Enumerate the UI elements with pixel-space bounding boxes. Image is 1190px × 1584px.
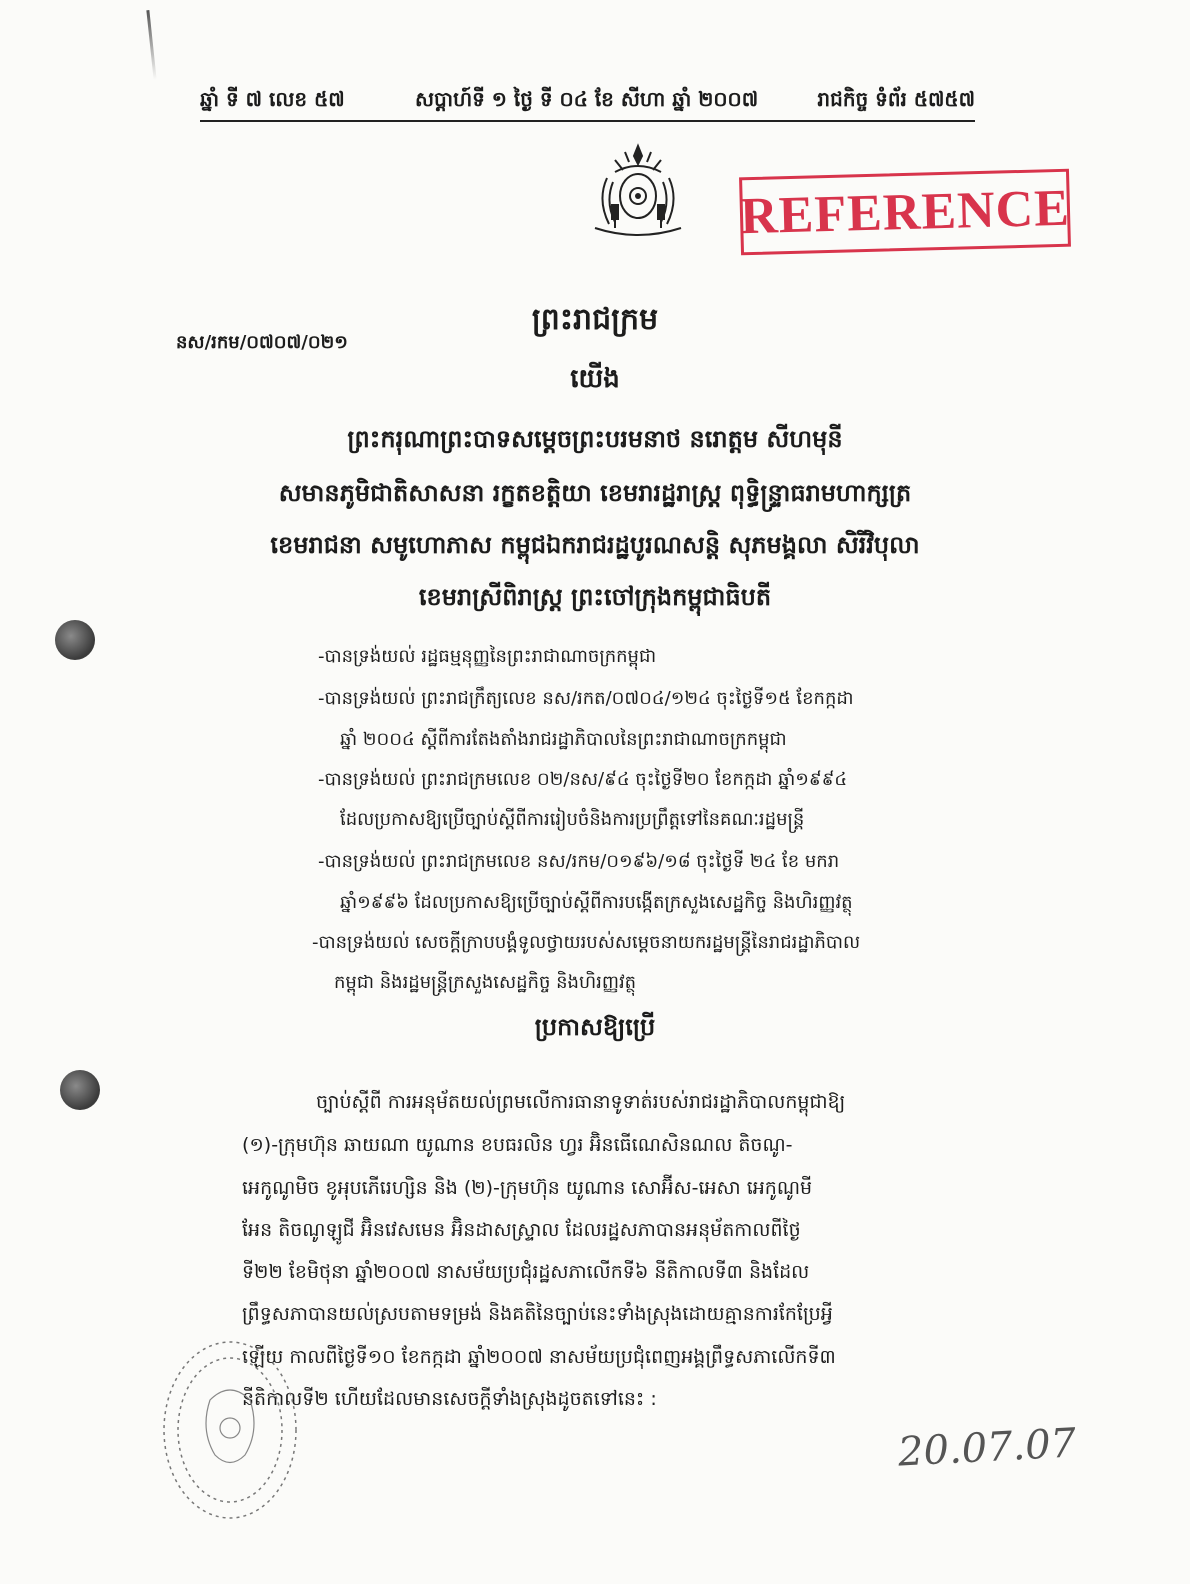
body-text-line: នីតិកាលទី២ ហើយដែលមានសេចក្តីទាំងស្រុងដូចតទៅនេះ :: [242, 1388, 657, 1410]
punch-hole-bottom: [60, 1070, 100, 1110]
header-date: សប្តាហ៍ទី ១ ថ្ងៃ ទី ០៤ ខែ សីហា ឆ្នាំ ២០០៧: [415, 87, 759, 111]
handwritten-date: 20.07.07: [896, 1420, 1078, 1476]
reference-line: ឆ្នាំ ២០០៤ ស្តីពីការតែងតាំងរាជរដ្ឋាភិបាលនៃព្រះរាជាណាចក្រកម្ពុជា: [340, 729, 787, 750]
body-text-line: ទី២២ ខែមិថុនា ឆ្នាំ២០០៧ នាសម័យប្រជុំរដ្ឋសភាលើកទី៦ នីតិកាលទី៣ និងដែល: [242, 1261, 810, 1283]
body-text-line: អេកូណូមិច ខូអុបភើរេហ្សិន និង (២)-ក្រុមហ៊ុន យូណាន សោអ៊ីស-អេសា អេកូណូមី: [242, 1177, 813, 1199]
official-seal-icon: [150, 1320, 300, 1520]
reference-stamp: REFERENCE: [739, 169, 1071, 256]
body-text-line: (១)-ក្រុមហ៊ុន ឆាយណា យូណាន ខបធរលិន ហ្វរ អ៊ិនធើណេសិនណល តិចណូ-: [242, 1134, 793, 1156]
scan-edge-mark: [146, 10, 156, 80]
reference-line: កម្ពុជា និងរដ្ឋមន្ត្រីក្រសួងសេដ្ឋកិច្ច និងហិរញ្ញវត្ថុ: [334, 972, 637, 993]
royal-title-line: ខេមរាស្រីពិរាស្ត្រ ព្រះចៅក្រុងកម្ពុជាធិបតី: [418, 583, 772, 611]
body-text-line: ឡើយ កាលពីថ្ងៃទី១០ ខែកក្កដា ឆ្នាំ២០០៧ នាសម័យប្រជុំពេញអង្គព្រឹទ្ធសភាលើកទី៣: [242, 1346, 836, 1368]
document-title: ព្រះរាជក្រម: [531, 302, 659, 337]
punch-hole-top: [55, 620, 95, 660]
reference-line: -បានទ្រង់យល់ ព្រះរាជក្រមលេខ ០២/នស/៩៤ ចុះថ្ងៃទី២០ ខែកក្កដា ឆ្នាំ១៩៩៤: [318, 769, 848, 790]
reference-line: -បានទ្រង់យល់ ព្រះរាជក្រឹត្យលេខ នស/រកត/០៧០៤/១២៤ ចុះថ្ងៃទី១៥ ខែកក្កដា: [318, 688, 854, 709]
promulgate-heading: ប្រកាសឱ្យប្រើ: [534, 1013, 656, 1041]
decree-reference-number: នស/រកម/០៧០៧/០២១: [176, 332, 348, 353]
reference-line: -បានទ្រង់យល់ ព្រះរាជក្រមលេខ នស/រកម/០១៩៦/១៨ ចុះថ្ងៃទី ២៤ ខែ មករា: [318, 851, 840, 872]
reference-line: -បានទ្រង់យល់ សេចក្តីក្រាបបង្គំទូលថ្វាយរបស់សម្តេចនាយករដ្ឋមន្ត្រីនៃរាជរដ្ឋាភិបាល: [312, 932, 861, 953]
reference-line: ឆ្នាំ១៩៩៦ ដែលប្រកាសឱ្យប្រើច្បាប់ស្តីពីការបង្កើតក្រសួងសេដ្ឋកិច្ច និងហិរញ្ញវត្ថុ: [340, 892, 853, 913]
royal-title-line: ព្រះករុណាព្រះបាទសម្តេចព្រះបរមនាថ នរោត្តម សីហមុនី: [347, 425, 843, 453]
body-text-line: ព្រឹទ្ធសភាបានយល់ស្របតាមទម្រង់ និងគតិនៃច្បាប់នេះទាំងស្រុងដោយគ្មានការកែប្រែអ្វី: [242, 1303, 833, 1325]
gazette-header: [200, 80, 975, 122]
royal-title-line: សមានភូមិជាតិសាសនា រក្ខតខត្តិយា ខេមរារដ្ឋរាស្ត្រ ពុទ្ធិន្ទ្រាធរាមហាក្សត្រ: [278, 479, 912, 507]
reference-line: ដែលប្រកាសឱ្យប្រើច្បាប់ស្តីពីការរៀបចំនិងការប្រព្រឹត្តទៅនៃគណៈរដ្ឋមន្ត្រី: [340, 809, 805, 830]
body-text-line: ច្បាប់ស្តីពី ការអនុម័តយល់ព្រមលើការធានាទូទាត់របស់រាជរដ្ឋាភិបាលកម្ពុជាឱ្យ: [316, 1091, 846, 1113]
header-year-issue: ឆ្នាំ ទី ៧ លេខ ៥៧: [200, 87, 345, 111]
royal-emblem-icon: [585, 142, 691, 238]
royal-title-line: ខេមរាជនា សមូហោភាស កម្ពុជឯករាជរដ្ឋបូរណសន្តិ សុភមង្គលា សិរីវិបុលា: [270, 531, 920, 559]
reference-line: -បានទ្រង់យល់ រដ្ឋធម្មនុញ្ញនៃព្រះរាជាណាចក្រកម្ពុជា: [318, 646, 657, 667]
header-page: រាជកិច្ច ទំព័រ ៥៧៥៧: [817, 87, 975, 111]
document-subtitle: យើង: [570, 364, 620, 394]
body-text-line: អែន តិចណូឡូជី អ៊ិនវេសមេន អ៊ិនដាសស្ទ្រាល ដែលរដ្ឋសភាបានអនុម័តកាលពីថ្ងៃ: [242, 1219, 801, 1241]
